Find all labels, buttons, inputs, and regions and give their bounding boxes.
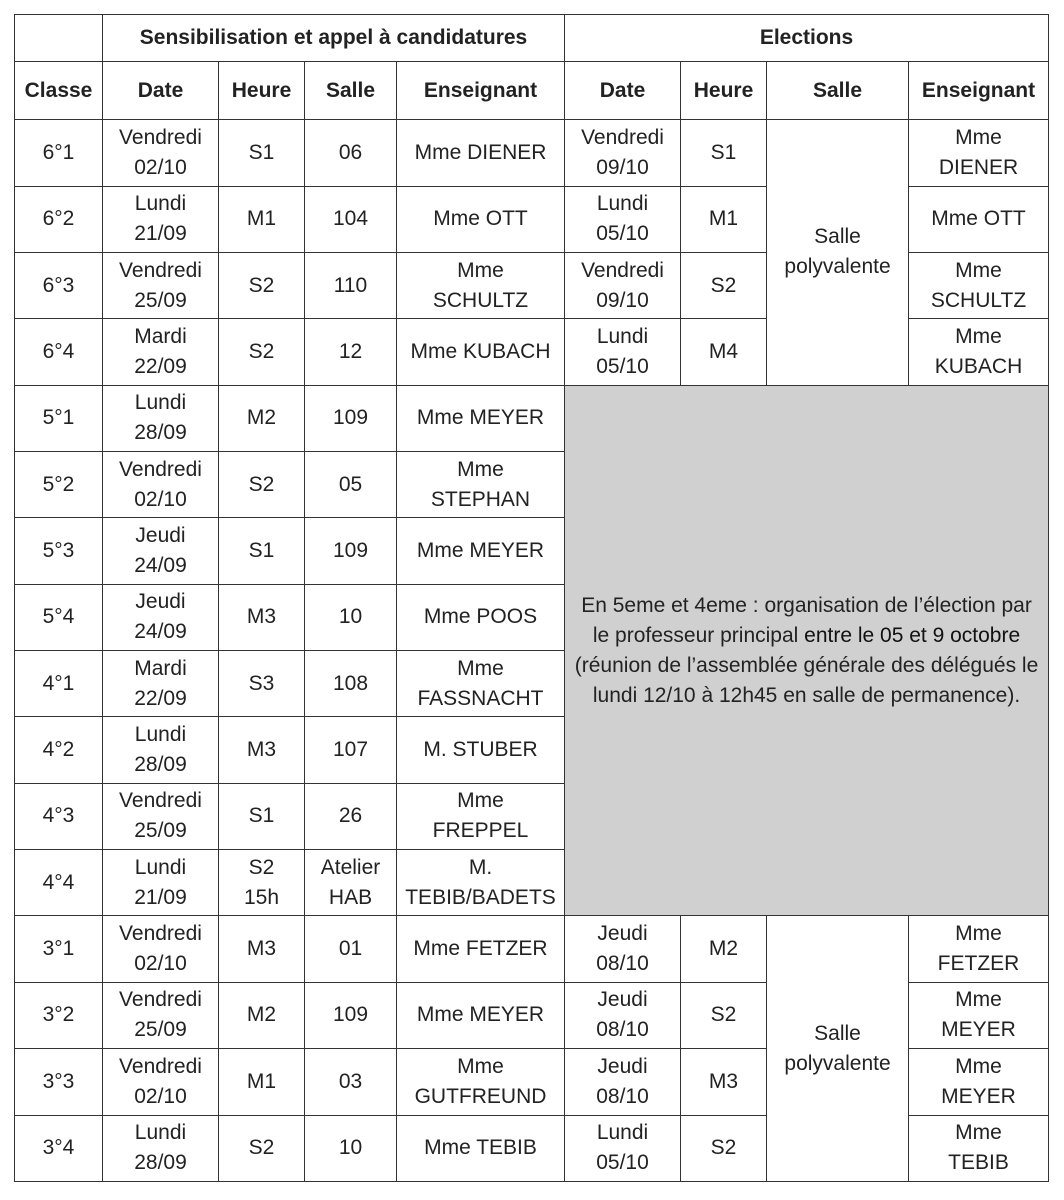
election-enseignant-cell-line: Mme bbox=[955, 1054, 1002, 1078]
classe-cell-line: 5°1 bbox=[42, 406, 75, 430]
classe-cell bbox=[15, 584, 103, 650]
header-heure: Heure bbox=[219, 61, 305, 119]
election-date-cell-line: Jeudi bbox=[597, 922, 648, 946]
election-enseignant-cell bbox=[909, 1115, 1049, 1181]
election-schedule-table bbox=[14, 14, 1049, 1182]
sensibilisation-date-cell bbox=[103, 186, 219, 252]
sensibilisation-enseignant-cell-line: Mme POOS bbox=[423, 605, 538, 629]
sensibilisation-heure-cell bbox=[219, 1049, 305, 1115]
sensibilisation-salle-cell-line: 109 bbox=[332, 1003, 369, 1027]
sensibilisation-date-cell bbox=[103, 717, 219, 783]
classe-cell bbox=[15, 186, 103, 252]
sensibilisation-salle-cell bbox=[305, 584, 397, 650]
election-date-cell-line: Vendredi bbox=[581, 258, 664, 282]
sensibilisation-salle-cell bbox=[305, 451, 397, 517]
sensibilisation-date-cell-line: 02/10 bbox=[134, 1084, 187, 1108]
sensibilisation-date-cell-line: 02/10 bbox=[134, 952, 187, 976]
election-enseignant-cell bbox=[909, 252, 1049, 318]
sensibilisation-date-cell-line: Vendredi bbox=[119, 1054, 202, 1078]
sensibilisation-heure-cell bbox=[219, 186, 305, 252]
sensibilisation-heure-cell bbox=[219, 1115, 305, 1181]
sensibilisation-date-cell-line: Mardi bbox=[134, 656, 187, 680]
sensibilisation-salle-cell bbox=[305, 385, 397, 451]
sensibilisation-enseignant-cell bbox=[397, 1049, 565, 1115]
election-enseignant-cell-line: Mme bbox=[955, 125, 1002, 149]
sensibilisation-heure-cell-line: S1 bbox=[248, 804, 275, 828]
sensibilisation-date-cell bbox=[103, 518, 219, 584]
empty-corner-cell bbox=[15, 15, 103, 62]
sensibilisation-date-cell bbox=[103, 1115, 219, 1181]
sensibilisation-date-cell-line: Vendredi bbox=[119, 988, 202, 1012]
sensibilisation-salle-cell-line: 104 bbox=[332, 207, 369, 231]
sensibilisation-salle-cell-line: 108 bbox=[332, 671, 369, 695]
sensibilisation-date-cell-line: 22/09 bbox=[134, 354, 187, 378]
sensibilisation-date-cell-line: Lundi bbox=[134, 723, 187, 747]
sensibilisation-date-cell bbox=[103, 916, 219, 982]
election-enseignant-cell-line: MEYER bbox=[941, 1018, 1016, 1042]
sensibilisation-salle-cell bbox=[305, 783, 397, 849]
sensibilisation-heure-cell-line: S2 bbox=[248, 472, 275, 496]
sensibilisation-date-cell-line: Jeudi bbox=[135, 590, 186, 614]
sensibilisation-enseignant-cell-line: M. bbox=[468, 855, 493, 879]
election-date-cell-line: Jeudi bbox=[597, 988, 648, 1012]
sensibilisation-date-cell-line: Lundi bbox=[134, 1121, 187, 1145]
election-salle-polyvalente-cell-line: Salle bbox=[814, 1021, 861, 1045]
sensibilisation-enseignant-cell bbox=[397, 584, 565, 650]
sensibilisation-enseignant-cell-line: Mme MEYER bbox=[416, 1003, 545, 1027]
classe-cell-line: 6°3 bbox=[42, 273, 75, 297]
election-salle-polyvalente-cell bbox=[767, 120, 909, 385]
sensibilisation-date-cell-line: 21/09 bbox=[134, 222, 187, 246]
classe-cell bbox=[15, 982, 103, 1048]
election-enseignant-cell-line: TEBIB bbox=[948, 1151, 1009, 1175]
election-enseignant-cell bbox=[909, 120, 1049, 186]
sensibilisation-date-cell bbox=[103, 319, 219, 385]
sensibilisation-heure-cell bbox=[219, 850, 305, 916]
column-header-row bbox=[15, 61, 1049, 119]
election-enseignant-cell-line: Mme bbox=[955, 922, 1002, 946]
sensibilisation-heure-cell bbox=[219, 651, 305, 717]
election-date-cell-line: 08/10 bbox=[596, 952, 649, 976]
sensibilisation-salle-cell bbox=[305, 982, 397, 1048]
header-election-enseignant: Enseignant bbox=[909, 61, 1049, 119]
sensibilisation-salle-cell-line: 109 bbox=[332, 538, 369, 562]
classe-cell-line: 6°1 bbox=[42, 140, 75, 164]
sensibilisation-date-cell-line: Vendredi bbox=[119, 457, 202, 481]
classe-cell bbox=[15, 120, 103, 186]
sensibilisation-salle-cell-line: 03 bbox=[338, 1069, 363, 1093]
election-date-cell-line: 05/10 bbox=[596, 1151, 649, 1175]
sensibilisation-salle-cell bbox=[305, 186, 397, 252]
election-heure-cell bbox=[681, 120, 767, 186]
election-heure-cell bbox=[681, 186, 767, 252]
sensibilisation-heure-cell-line: M2 bbox=[246, 1003, 277, 1027]
election-enseignant-cell-line: KUBACH bbox=[934, 354, 1023, 378]
classe-cell-line: 6°2 bbox=[42, 207, 75, 231]
sensibilisation-enseignant-cell bbox=[397, 717, 565, 783]
header-salle: Salle bbox=[305, 61, 397, 119]
classe-cell bbox=[15, 451, 103, 517]
election-date-cell-line: 08/10 bbox=[596, 1084, 649, 1108]
classe-cell bbox=[15, 783, 103, 849]
sensibilisation-date-cell-line: 25/09 bbox=[134, 819, 187, 843]
header-election-date: Date bbox=[565, 61, 681, 119]
sensibilisation-salle-cell bbox=[305, 252, 397, 318]
classe-cell bbox=[15, 319, 103, 385]
election-enseignant-cell bbox=[909, 982, 1049, 1048]
election-enseignant-cell bbox=[909, 1049, 1049, 1115]
sensibilisation-enseignant-cell-line: Mme TEBIB bbox=[424, 1136, 537, 1160]
sensibilisation-enseignant-cell bbox=[397, 385, 565, 451]
classe-cell-line: 4°1 bbox=[42, 671, 75, 695]
sensibilisation-heure-cell bbox=[219, 717, 305, 783]
sensibilisation-heure-cell bbox=[219, 451, 305, 517]
sensibilisation-enseignant-cell bbox=[397, 120, 565, 186]
sensibilisation-date-cell-line: 02/10 bbox=[134, 487, 187, 511]
election-date-cell bbox=[565, 319, 681, 385]
sensibilisation-salle-cell-line: 110 bbox=[333, 273, 368, 297]
group-header-row bbox=[15, 15, 1049, 62]
sensibilisation-salle-cell-line: 05 bbox=[338, 472, 363, 496]
sensibilisation-salle-cell bbox=[305, 319, 397, 385]
sensibilisation-enseignant-cell-line: Mme bbox=[457, 457, 504, 481]
election-salle-polyvalente-cell bbox=[767, 916, 909, 1182]
sensibilisation-date-cell-line: 22/09 bbox=[134, 686, 187, 710]
header-date: Date bbox=[103, 61, 219, 119]
classe-cell-line: 3°2 bbox=[42, 1003, 75, 1027]
classe-cell-line: 6°4 bbox=[42, 339, 75, 363]
election-enseignant-cell bbox=[909, 186, 1049, 252]
election-date-cell-line: 05/10 bbox=[596, 222, 649, 246]
sensibilisation-heure-cell bbox=[219, 252, 305, 318]
sensibilisation-enseignant-cell-line: Mme OTT bbox=[433, 207, 528, 231]
sensibilisation-salle-cell-line: 01 bbox=[338, 937, 363, 961]
classe-cell-line: 4°2 bbox=[42, 738, 75, 762]
election-date-cell-line: 08/10 bbox=[596, 1018, 649, 1042]
sensibilisation-salle-cell bbox=[305, 850, 397, 916]
sensibilisation-heure-cell bbox=[219, 783, 305, 849]
sensibilisation-heure-cell bbox=[219, 982, 305, 1048]
sensibilisation-date-cell bbox=[103, 252, 219, 318]
classe-cell bbox=[15, 252, 103, 318]
sensibilisation-heure-cell-line: S2 bbox=[248, 273, 275, 297]
sensibilisation-heure-cell bbox=[219, 584, 305, 650]
classe-cell bbox=[15, 1049, 103, 1115]
election-enseignant-cell bbox=[909, 319, 1049, 385]
election-enseignant-cell-line: Mme bbox=[955, 258, 1002, 282]
election-salle-polyvalente-cell-line: polyvalente bbox=[784, 1051, 891, 1075]
election-date-cell bbox=[565, 120, 681, 186]
table-row bbox=[15, 385, 1049, 451]
sensibilisation-heure-cell bbox=[219, 120, 305, 186]
sensibilisation-heure-cell-line: S1 bbox=[248, 538, 275, 562]
sensibilisation-salle-cell bbox=[305, 651, 397, 717]
election-date-cell bbox=[565, 982, 681, 1048]
sensibilisation-date-cell-line: 24/09 bbox=[134, 553, 187, 577]
note-text: En 5eme et 4eme : organisation de l’élection par le professeur principal bbox=[581, 593, 1032, 647]
election-heure-cell-line: M3 bbox=[708, 1069, 739, 1093]
classe-cell bbox=[15, 850, 103, 916]
sensibilisation-salle-cell bbox=[305, 916, 397, 982]
election-enseignant-cell-line: Mme bbox=[955, 1121, 1002, 1145]
sensibilisation-heure-cell-line: M3 bbox=[246, 738, 277, 762]
sensibilisation-date-cell bbox=[103, 1049, 219, 1115]
sensibilisation-enseignant-cell bbox=[397, 982, 565, 1048]
sensibilisation-salle-cell-line: 26 bbox=[338, 804, 363, 828]
sensibilisation-enseignant-cell-line: M. STUBER bbox=[423, 738, 538, 762]
sensibilisation-heure-cell bbox=[219, 518, 305, 584]
note-highlight: entre le 05 et 9 octobre bbox=[804, 623, 1021, 647]
sensibilisation-enseignant-cell-line: SCHULTZ bbox=[432, 288, 529, 312]
sensibilisation-date-cell-line: Lundi bbox=[134, 855, 187, 879]
election-heure-cell bbox=[681, 1049, 767, 1115]
sensibilisation-heure-cell bbox=[219, 319, 305, 385]
election-date-cell bbox=[565, 1115, 681, 1181]
sensibilisation-heure-cell bbox=[219, 916, 305, 982]
classe-cell-line: 4°3 bbox=[42, 804, 75, 828]
sensibilisation-enseignant-cell-line: Mme KUBACH bbox=[410, 339, 551, 363]
election-heure-cell-line: S1 bbox=[710, 140, 737, 164]
sensibilisation-enseignant-cell-line: Mme DIENER bbox=[414, 140, 547, 164]
election-enseignant-cell-line: SCHULTZ bbox=[930, 288, 1027, 312]
sensibilisation-enseignant-cell-line: FREPPEL bbox=[432, 819, 529, 843]
election-date-cell-line: Lundi bbox=[596, 192, 649, 216]
sensibilisation-date-cell-line: Vendredi bbox=[119, 258, 202, 282]
sensibilisation-heure-cell-line: M1 bbox=[246, 207, 277, 231]
header-enseignant: Enseignant bbox=[397, 61, 565, 119]
sensibilisation-enseignant-cell-line: FASSNACHT bbox=[417, 686, 544, 710]
classe-cell-line: 3°1 bbox=[42, 937, 75, 961]
sensibilisation-salle-cell-line: 109 bbox=[332, 406, 369, 430]
election-heure-cell-line: S2 bbox=[710, 1136, 737, 1160]
elections-group-header: Elections bbox=[565, 15, 1049, 62]
sensibilisation-salle-cell bbox=[305, 1049, 397, 1115]
sensibilisation-enseignant-cell bbox=[397, 319, 565, 385]
sensibilisation-enseignant-cell bbox=[397, 252, 565, 318]
election-heure-cell bbox=[681, 916, 767, 982]
table-row bbox=[15, 120, 1049, 186]
election-enseignant-cell-line: DIENER bbox=[938, 155, 1019, 179]
sensibilisation-salle-cell-line: 06 bbox=[338, 140, 363, 164]
sensibilisation-enseignant-cell bbox=[397, 451, 565, 517]
election-heure-cell-line: S2 bbox=[710, 1003, 737, 1027]
sensibilisation-salle-cell-line: 12 bbox=[338, 339, 363, 363]
sensibilisation-enseignant-cell bbox=[397, 1115, 565, 1181]
sensibilisation-date-cell-line: Vendredi bbox=[119, 789, 202, 813]
sensibilisation-date-cell-line: Vendredi bbox=[119, 125, 202, 149]
sensibilisation-date-cell-line: Lundi bbox=[134, 192, 187, 216]
sensibilisation-salle-cell-line: 10 bbox=[338, 1136, 363, 1160]
election-enseignant-cell bbox=[909, 916, 1049, 982]
sensibilisation-enseignant-cell bbox=[397, 651, 565, 717]
sensibilisation-group-header: Sensibilisation et appel à candidatures bbox=[103, 15, 565, 62]
classe-cell-line: 3°4 bbox=[42, 1136, 75, 1160]
sensibilisation-date-cell bbox=[103, 385, 219, 451]
election-heure-cell-line: M2 bbox=[708, 937, 739, 961]
sensibilisation-enseignant-cell-line: GUTFREUND bbox=[414, 1084, 547, 1108]
header-classe: Classe bbox=[15, 61, 103, 119]
sensibilisation-enseignant-cell bbox=[397, 186, 565, 252]
sensibilisation-salle-cell-line: 107 bbox=[332, 738, 369, 762]
election-enseignant-cell-line: MEYER bbox=[941, 1084, 1016, 1108]
election-date-cell-line: Jeudi bbox=[597, 1054, 648, 1078]
sensibilisation-enseignant-cell-line: Mme MEYER bbox=[416, 406, 545, 430]
election-enseignant-cell-line: Mme bbox=[955, 324, 1002, 348]
election-heure-cell-line: M1 bbox=[708, 207, 739, 231]
sensibilisation-date-cell-line: 02/10 bbox=[134, 155, 187, 179]
sensibilisation-date-cell-line: Jeudi bbox=[135, 523, 186, 547]
sensibilisation-salle-cell bbox=[305, 518, 397, 584]
election-enseignant-cell-line: Mme OTT bbox=[931, 207, 1026, 231]
sensibilisation-heure-cell-line: M3 bbox=[246, 605, 277, 629]
sensibilisation-heure-cell-line: S1 bbox=[248, 140, 275, 164]
sensibilisation-enseignant-cell bbox=[397, 850, 565, 916]
classe-cell bbox=[15, 1115, 103, 1181]
election-date-cell-line: Lundi bbox=[596, 1121, 649, 1145]
election-note-cell bbox=[565, 385, 1049, 916]
sensibilisation-date-cell-line: Vendredi bbox=[119, 922, 202, 946]
sensibilisation-enseignant-cell bbox=[397, 783, 565, 849]
sensibilisation-salle-cell-line: HAB bbox=[328, 885, 373, 909]
classe-cell bbox=[15, 717, 103, 783]
election-date-cell-line: 05/10 bbox=[596, 354, 649, 378]
sensibilisation-date-cell bbox=[103, 120, 219, 186]
election-enseignant-cell-line: Mme bbox=[955, 988, 1002, 1012]
sensibilisation-date-cell bbox=[103, 850, 219, 916]
sensibilisation-date-cell-line: 25/09 bbox=[134, 1018, 187, 1042]
sensibilisation-enseignant-cell bbox=[397, 518, 565, 584]
table-row bbox=[15, 916, 1049, 982]
election-heure-cell bbox=[681, 319, 767, 385]
classe-cell bbox=[15, 518, 103, 584]
election-salle-polyvalente-cell-line: polyvalente bbox=[784, 255, 891, 279]
sensibilisation-enseignant-cell-line: Mme MEYER bbox=[416, 538, 545, 562]
sensibilisation-date-cell-line: 28/09 bbox=[134, 421, 187, 445]
election-date-cell bbox=[565, 1049, 681, 1115]
sensibilisation-enseignant-cell-line: Mme bbox=[457, 656, 504, 680]
classe-cell bbox=[15, 385, 103, 451]
sensibilisation-enseignant-cell-line: Mme bbox=[457, 1054, 504, 1078]
sensibilisation-heure-cell-line: S3 bbox=[248, 671, 275, 695]
sensibilisation-enseignant-cell-line: Mme FETZER bbox=[413, 937, 548, 961]
sensibilisation-date-cell-line: 25/09 bbox=[134, 288, 187, 312]
sensibilisation-heure-cell-line: S2 bbox=[248, 1136, 275, 1160]
classe-cell-line: 5°2 bbox=[42, 472, 75, 496]
sensibilisation-salle-cell bbox=[305, 1115, 397, 1181]
sensibilisation-heure-cell bbox=[219, 385, 305, 451]
classe-cell bbox=[15, 651, 103, 717]
sensibilisation-heure-cell-line: M2 bbox=[246, 406, 277, 430]
sensibilisation-heure-cell-line: M3 bbox=[246, 937, 277, 961]
classe-cell-line: 5°3 bbox=[42, 538, 75, 562]
sensibilisation-date-cell bbox=[103, 651, 219, 717]
sensibilisation-heure-cell-line: 15h bbox=[243, 885, 280, 909]
sensibilisation-enseignant-cell-line: Mme bbox=[457, 258, 504, 282]
sensibilisation-enseignant-cell-line: TEBIB/BADETS bbox=[405, 885, 556, 909]
election-date-cell bbox=[565, 186, 681, 252]
header-election-heure: Heure bbox=[681, 61, 767, 119]
sensibilisation-enseignant-cell-line: STEPHAN bbox=[430, 487, 531, 511]
election-heure-cell bbox=[681, 252, 767, 318]
election-date-cell-line: Vendredi bbox=[581, 125, 664, 149]
election-heure-cell bbox=[681, 1115, 767, 1181]
sensibilisation-date-cell bbox=[103, 451, 219, 517]
election-date-cell bbox=[565, 916, 681, 982]
sensibilisation-date-cell-line: 24/09 bbox=[134, 620, 187, 644]
election-heure-cell bbox=[681, 982, 767, 1048]
election-heure-cell-line: S2 bbox=[710, 273, 737, 297]
classe-cell-line: 5°4 bbox=[42, 605, 75, 629]
election-salle-polyvalente-cell-line: Salle bbox=[814, 225, 861, 249]
sensibilisation-date-cell bbox=[103, 982, 219, 1048]
sensibilisation-date-cell-line: 28/09 bbox=[134, 753, 187, 777]
sensibilisation-enseignant-cell bbox=[397, 916, 565, 982]
election-date-cell-line: Lundi bbox=[596, 324, 649, 348]
sensibilisation-salle-cell-line: 10 bbox=[338, 605, 363, 629]
election-date-cell bbox=[565, 252, 681, 318]
sensibilisation-salle-cell-line: Atelier bbox=[320, 855, 381, 879]
election-enseignant-cell-line: FETZER bbox=[937, 952, 1020, 976]
sensibilisation-heure-cell-line: S2 bbox=[248, 855, 275, 879]
sensibilisation-date-cell-line: Lundi bbox=[134, 391, 187, 415]
classe-cell-line: 3°3 bbox=[42, 1069, 75, 1093]
header-election-salle: Salle bbox=[767, 61, 909, 119]
election-heure-cell-line: M4 bbox=[708, 339, 739, 363]
classe-cell bbox=[15, 916, 103, 982]
note-text-end: (réunion de l’assemblée générale des délégués le lundi 12/10 à 12h45 en salle de permanence). bbox=[574, 653, 1039, 707]
sensibilisation-date-cell-line: Mardi bbox=[134, 324, 187, 348]
sensibilisation-date-cell bbox=[103, 783, 219, 849]
sensibilisation-enseignant-cell-line: Mme bbox=[457, 789, 504, 813]
sensibilisation-date-cell-line: 21/09 bbox=[134, 885, 187, 909]
sensibilisation-date-cell-line: 28/09 bbox=[134, 1151, 187, 1175]
classe-cell-line: 4°4 bbox=[42, 870, 75, 894]
sensibilisation-heure-cell-line: S2 bbox=[248, 339, 275, 363]
sensibilisation-salle-cell bbox=[305, 120, 397, 186]
sensibilisation-heure-cell-line: M1 bbox=[246, 1069, 277, 1093]
election-date-cell-line: 09/10 bbox=[596, 288, 649, 312]
sensibilisation-date-cell bbox=[103, 584, 219, 650]
sensibilisation-salle-cell bbox=[305, 717, 397, 783]
election-date-cell-line: 09/10 bbox=[596, 155, 649, 179]
